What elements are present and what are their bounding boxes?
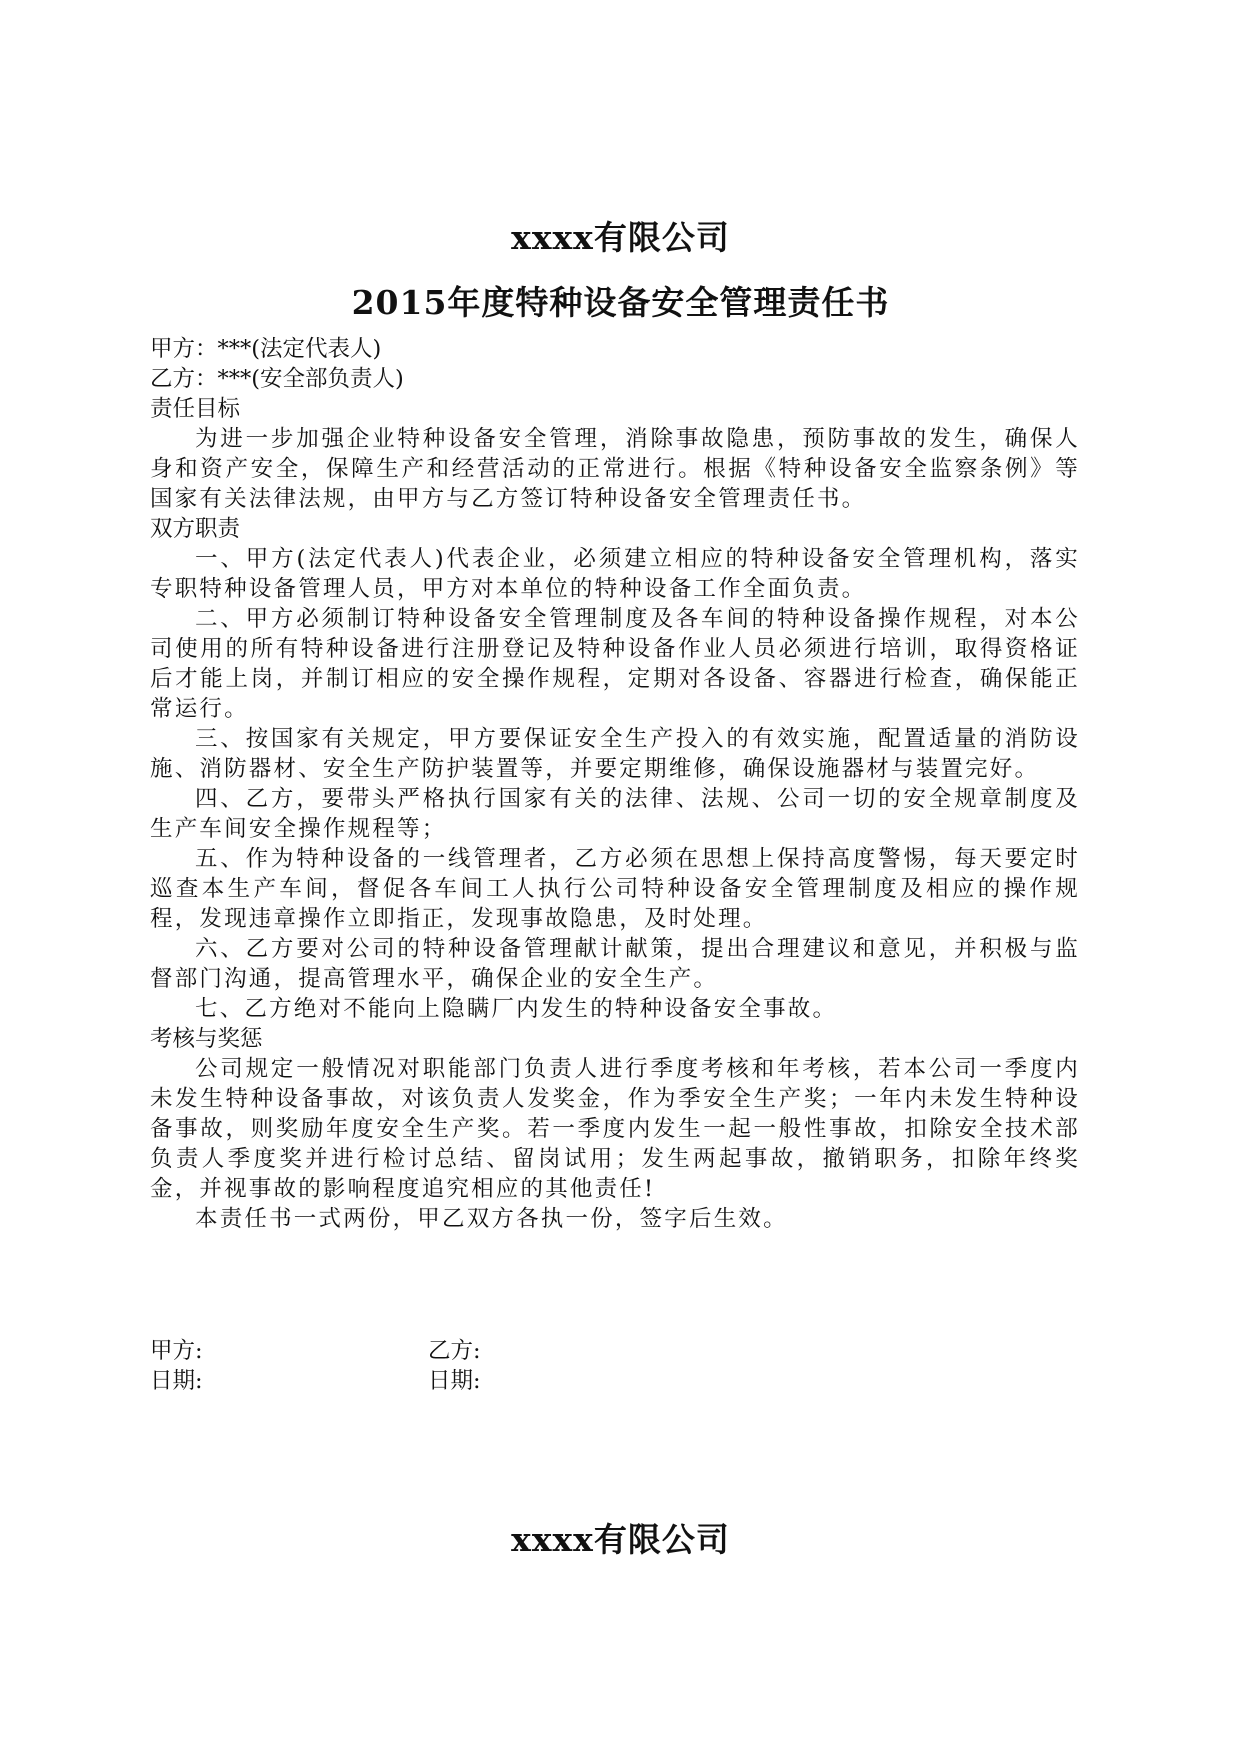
company-name-heading: xxxx有限公司 xyxy=(511,218,730,257)
signature-row xyxy=(150,1336,1080,1366)
duty-item-5: 五、作为特种设备的一线管理者，乙方必须在思想上保持高度警惕，每天要定时巡查本生产车间，督促各车间工人执行公司特种设备安全管理制度及相应的操作规程，发现违章操作立即指正，发现事故隐患，及时处理。 xyxy=(150,846,1080,932)
party-a-line: 甲方：***(法定代表人) xyxy=(150,336,382,362)
signature-block xyxy=(150,1336,1080,1396)
party-a-date-label: 日期: xyxy=(150,1368,203,1394)
assessment-paragraph: 公司规定一般情况对职能部门负责人进行季度考核和年考核，若本公司一季度内未发生特种设备事故，对该负责人发奖金，作为季安全生产奖；一年内未发生特种设备事故，则奖励年度安全生产奖。若一季度内发生一起一般性事故，扣除安全技术部负责人季度奖并进行检讨总结、留岗试用；发生两起事故，撤销职务，扣除年终奖金，并视事故的影响程度追究相应的其他责任! xyxy=(150,1056,1080,1202)
assessment-heading: 考核与奖惩 xyxy=(150,1026,263,1052)
goal-paragraph: 为进一步加强企业特种设备安全管理，消除事故隐患，预防事故的发生，确保人身和资产安全，保障生产和经营活动的正常进行。根据《特种设备安全监察条例》等国家有关法律法规，由甲方与乙方签订特种设备安全管理责任书。 xyxy=(150,426,1080,512)
duty-item-1: 一、甲方(法定代表人)代表企业，必须建立相应的特种设备安全管理机构，落实专职特种设备管理人员，甲方对本单位的特种设备工作全面负责。 xyxy=(150,546,1080,602)
duty-item-3: 三、按国家有关规定，甲方要保证安全生产投入的有效实施，配置适量的消防设施、消防器材、安全生产防护装置等，并要定期维修，确保设施器材与装置完好。 xyxy=(150,726,1080,782)
date-row xyxy=(150,1366,1080,1396)
document-body xyxy=(150,334,1080,1234)
party-b-date-label: 日期: xyxy=(428,1368,481,1394)
duty-item-7: 七、乙方绝对不能向上隐瞒厂内发生的特种设备安全事故。 xyxy=(195,996,838,1022)
duty-item-6: 六、乙方要对公司的特种设备管理献计献策，提出合理建议和意见，并积极与监督部门沟通，提高管理水平，确保企业的安全生产。 xyxy=(150,936,1080,992)
duties-heading: 双方职责 xyxy=(150,516,241,542)
footer-company-name: xxxx有限公司 xyxy=(511,1520,730,1559)
party-b-signature-label: 乙方: xyxy=(428,1338,481,1364)
duty-item-2: 二、甲方必须制订特种设备安全管理制度及各车间的特种设备操作规程，对本公司使用的所有特种设备进行注册登记及特种设备作业人员必须进行培训，取得资格证后才能上岗，并制订相应的安全操作规程，定期对各设备、容器进行检查，确保能正常运行。 xyxy=(150,606,1080,722)
closing-paragraph: 本责任书一式两份，甲乙双方各执一份，签字后生效。 xyxy=(195,1206,788,1232)
party-b-line: 乙方：***(安全部负责人) xyxy=(150,366,404,392)
goal-heading: 责任目标 xyxy=(150,396,241,422)
duty-item-4: 四、乙方，要带头严格执行国家有关的法律、法规、公司一切的安全规章制度及生产车间安全操作规程等； xyxy=(150,786,1080,842)
party-a-signature-label: 甲方: xyxy=(150,1338,203,1364)
document-title: 2015年度特种设备安全管理责任书 xyxy=(351,283,890,322)
